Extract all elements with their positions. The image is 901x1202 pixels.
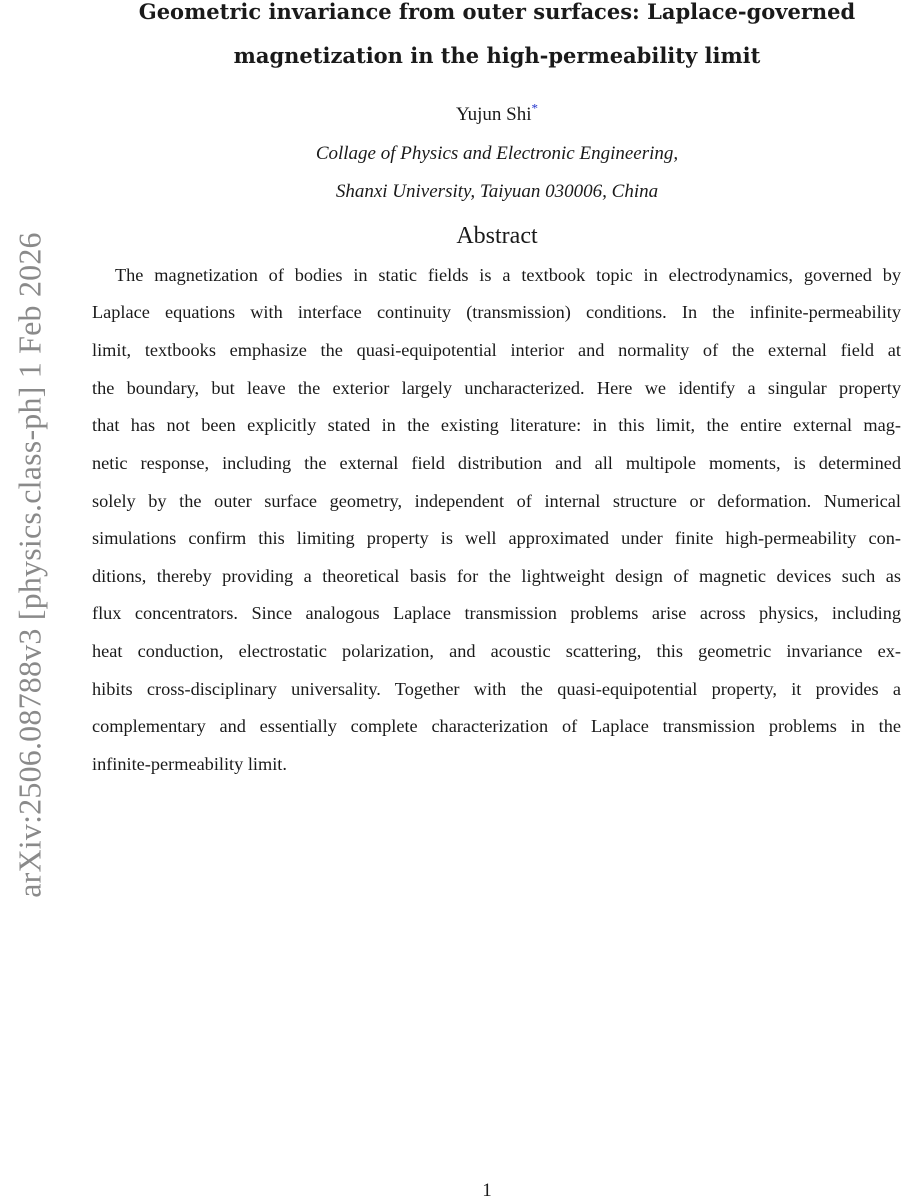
abstract-line: simulations confirm this limiting property is well approximated under finite high-permeability con-	[92, 528, 901, 548]
author-line	[60, 102, 901, 128]
author-name: Yujun Shi	[456, 104, 532, 125]
abstract-line: that has not been explicitly stated in the existing literature: in this limit, the entire external mag-	[92, 415, 901, 435]
footnote-marker-link[interactable]: *	[531, 100, 538, 116]
abstract-line: netic response, including the external field distribution and all multipole moments, is determined	[92, 453, 901, 473]
affiliation-line-1: Collage of Physics and Electronic Engineering,	[315, 143, 679, 164]
abstract-line: flux concentrators. Since analogous Laplace transmission problems arise across physics, including	[92, 603, 901, 623]
abstract-line: The magnetization of bodies in static fields is a textbook topic in electrodynamics, governed by	[115, 265, 901, 285]
abstract-line: complementary and essentially complete characterization of Laplace transmission problems in the	[92, 716, 901, 736]
abstract-line: heat conduction, electrostatic polarization, and acoustic scattering, this geometric invariance ex-	[92, 641, 901, 661]
abstract-heading: Abstract	[456, 223, 538, 249]
paper-title-line-2: magnetization in the high-permeability limit	[233, 43, 761, 68]
abstract-line: the boundary, but leave the exterior largely uncharacterized. Here we identify a singular property	[92, 378, 901, 398]
abstract-line: solely by the outer surface geometry, independent of internal structure or deformation. Numerical	[92, 491, 901, 511]
abstract-line: ditions, thereby providing a theoretical basis for the lightweight design of magnetic devices such as	[92, 566, 901, 586]
abstract-line: limit, textbooks emphasize the quasi-equipotential interior and normality of the external field at	[92, 340, 901, 360]
arxiv-identifier-stamp: arXiv:2506.08788v3 [physics.class-ph] 1 Feb 2026	[11, 232, 48, 898]
paper-title-line-1: Geometric invariance from outer surfaces: Laplace-governed	[138, 0, 856, 24]
page-number: 1	[482, 1180, 492, 1201]
abstract-line: Laplace equations with interface continuity (transmission) conditions. In the infinite-permeability	[92, 302, 901, 322]
abstract-line: infinite-permeability limit.	[92, 754, 287, 774]
affiliation-line-2: Shanxi University, Taiyuan 030006, China	[335, 181, 659, 202]
abstract-line: hibits cross-disciplinary universality. Together with the quasi-equipotential property, it provides a	[92, 679, 901, 699]
